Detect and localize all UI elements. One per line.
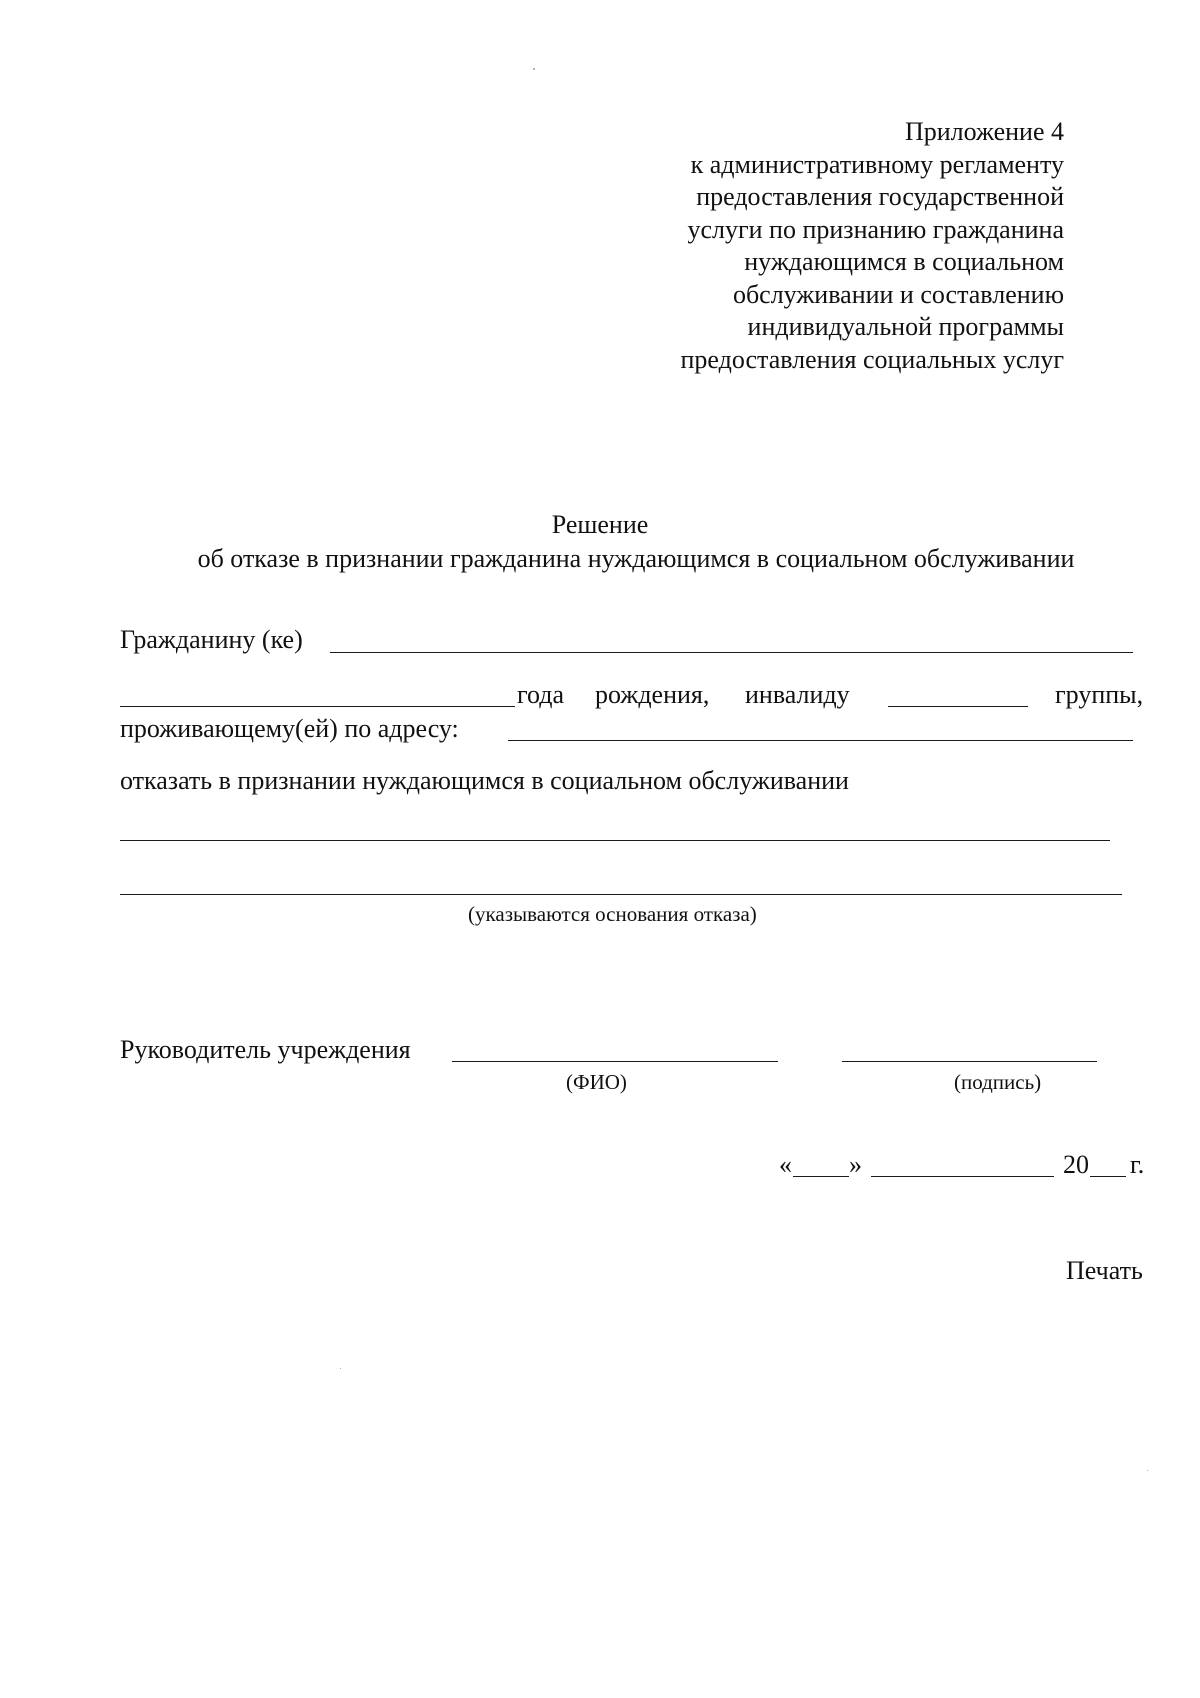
head-signature-field[interactable] [842, 1061, 1097, 1062]
date-close-quote: » [849, 1150, 862, 1179]
address-label: проживающему(ей) по адресу: [120, 714, 459, 743]
document-subtitle: об отказе в признании гражданина нуждающимся в социальном обслуживании [197, 544, 1075, 573]
signature-caption: (подпись) [954, 1070, 1042, 1094]
fio-caption: (ФИО) [566, 1070, 627, 1094]
birth-year-label: года [517, 680, 565, 709]
disabled-label: инвалиду [745, 680, 850, 709]
head-fio-field[interactable] [452, 1061, 778, 1062]
date-month-field[interactable] [871, 1176, 1054, 1177]
document-title: Решение [551, 510, 649, 539]
appendix-line: нуждающимся в социальном [744, 247, 1064, 276]
date-year-prefix: 20 [1063, 1150, 1089, 1179]
reason-line-2[interactable] [120, 894, 1122, 895]
citizen-label: Гражданину (ке) [120, 625, 303, 654]
date-year-field[interactable] [1090, 1176, 1126, 1177]
birth-year-field[interactable] [120, 706, 515, 707]
reason-line-1[interactable] [120, 840, 1110, 841]
citizen-name-field[interactable] [330, 652, 1133, 653]
appendix-line: предоставления государственной [696, 182, 1064, 211]
stamp-label: Печать [1066, 1256, 1143, 1285]
head-label: Руководитель учреждения [120, 1035, 411, 1064]
group-label: группы, [1055, 680, 1144, 709]
appendix-line: индивидуальной программы [747, 312, 1064, 341]
scan-speck [533, 68, 535, 70]
address-field[interactable] [508, 740, 1133, 741]
appendix-line: предоставления социальных услуг [680, 344, 1064, 374]
disability-group-field[interactable] [888, 706, 1028, 707]
reasons-caption: (указываются основания отказа) [468, 902, 757, 926]
appendix-line: обслуживании и составлению [732, 279, 1064, 309]
appendix-line: услуги по признанию гражданина [687, 214, 1064, 244]
scan-speck [1147, 1470, 1148, 1471]
scan-speck [340, 1368, 341, 1369]
appendix-line: Приложение 4 [904, 117, 1064, 146]
date-open-quote: « [779, 1150, 792, 1179]
date-day-field[interactable] [793, 1176, 849, 1177]
appendix-line: к административному регламенту [690, 149, 1064, 179]
appendix-header [680, 116, 1064, 376]
refuse-text: отказать в признании нуждающимся в социальном обслуживании [120, 766, 849, 795]
date-year-suffix: г. [1130, 1150, 1145, 1179]
birth-label: рождения, [595, 680, 710, 709]
